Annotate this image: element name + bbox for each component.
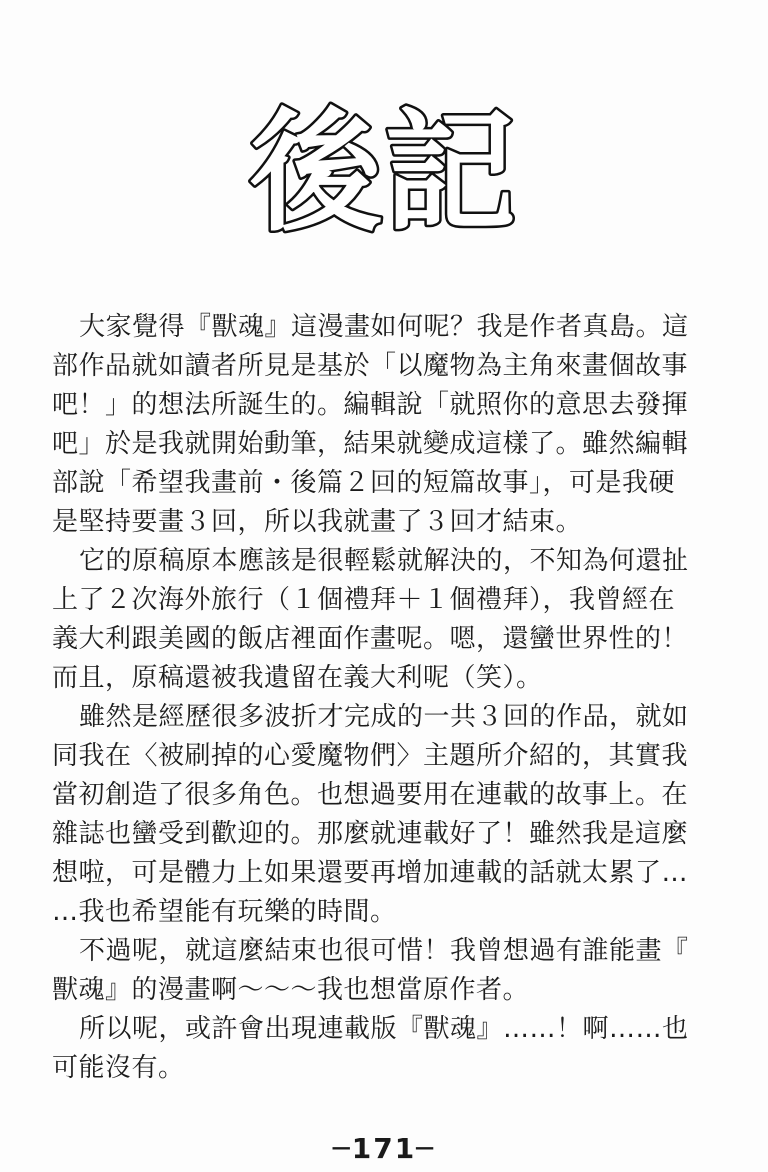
title-text: 後記 bbox=[250, 96, 518, 248]
text-line: 吧！」的想法所誕生的。編輯說「就照你的意思去發揮 bbox=[52, 390, 689, 420]
paragraph-1 bbox=[52, 308, 712, 542]
afterword-title bbox=[234, 78, 534, 248]
afterword-body bbox=[52, 308, 712, 1088]
text-line: 同我在〈被刷掉的心愛魔物們〉主題所介紹的，其實我 bbox=[52, 741, 689, 771]
title-block bbox=[0, 78, 768, 248]
paragraph-5 bbox=[52, 1010, 712, 1088]
text-line: 上了２次海外旅行（１個禮拜＋１個禮拜），我曾經在 bbox=[52, 585, 676, 615]
text-line: 所以呢，或許會出現連載版『獸魂』……！啊……也 bbox=[79, 1014, 689, 1044]
text-line: 雖然是經歷很多波折才完成的一共３回的作品，就如 bbox=[79, 702, 689, 732]
text-line: 當初創造了很多角色。也想過要用在連載的故事上。在 bbox=[52, 780, 689, 810]
text-line: 吧」於是我就開始動筆，結果就變成這樣了。雖然編輯 bbox=[52, 429, 689, 459]
text-line: 不過呢，就這麼結束也很可惜！我曾想過有誰能畫『 bbox=[79, 936, 689, 966]
page-number: ─171─ bbox=[332, 1132, 436, 1165]
paragraph-2 bbox=[52, 542, 712, 698]
text-line: …我也希望能有玩樂的時間。 bbox=[52, 897, 397, 927]
text-line: 大家覺得『獸魂』這漫畫如何呢？我是作者真島。這 bbox=[79, 312, 689, 342]
text-line: 它的原稿原本應該是很輕鬆就解決的，不知為何還扯 bbox=[79, 546, 689, 576]
text-line: 部作品就如讀者所見是基於「以魔物為主角來畫個故事 bbox=[52, 351, 689, 381]
text-line: 獸魂』的漫畫啊～～～我也想當原作者。 bbox=[52, 975, 530, 1005]
text-line: 義大利跟美國的飯店裡面作畫呢。嗯，還蠻世界性的！ bbox=[52, 624, 689, 654]
text-line: 可能沒有。 bbox=[52, 1053, 185, 1083]
paragraph-4 bbox=[52, 932, 712, 1010]
text-line: 而且，原稿還被我遺留在義大利呢（笑）。 bbox=[52, 663, 543, 693]
text-line: 雜誌也蠻受到歡迎的。那麼就連載好了！雖然我是這麼 bbox=[52, 819, 689, 849]
text-line: 是堅持要畫３回，所以我就畫了３回才結束。 bbox=[52, 507, 583, 537]
paragraph-3 bbox=[52, 698, 712, 932]
text-line: 部說「希望我畫前・後篇２回的短篇故事」，可是我硬 bbox=[52, 468, 676, 498]
text-line: 想啦，可是體力上如果還要再增加連載的話就太累了… bbox=[52, 858, 689, 888]
